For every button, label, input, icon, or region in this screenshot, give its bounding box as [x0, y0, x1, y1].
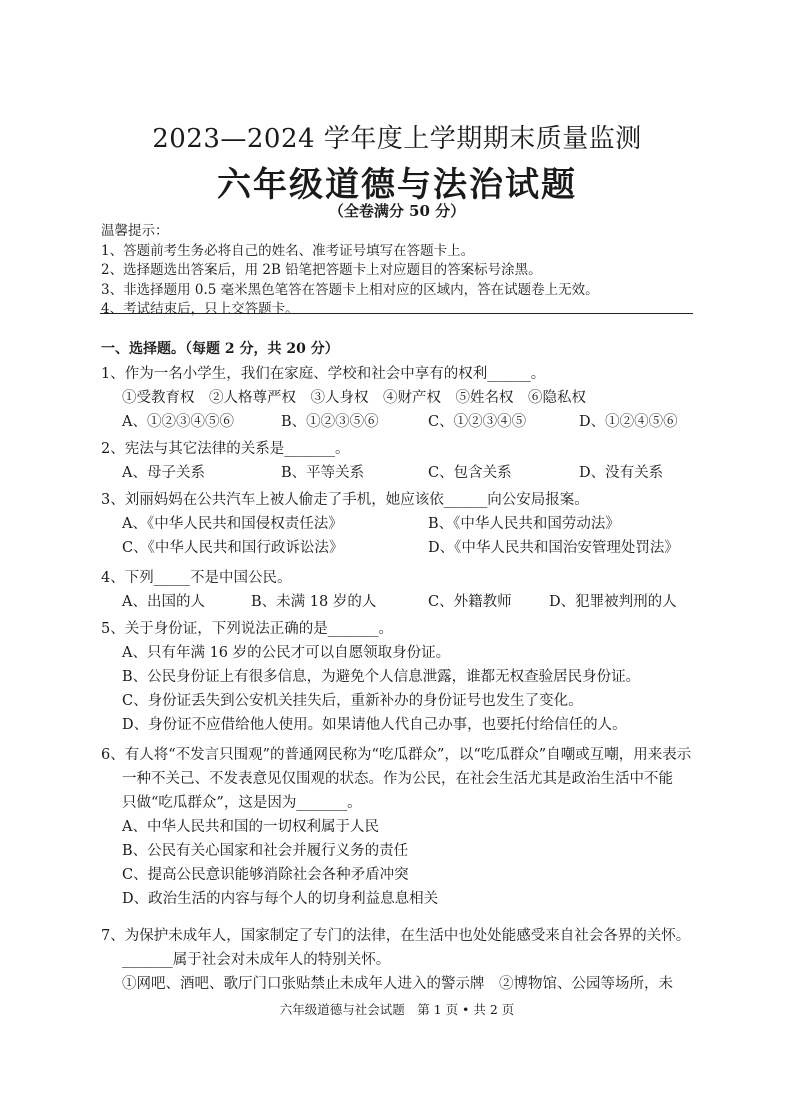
- option-d: D、《中华人民共和国治安管理处罚法》: [428, 540, 679, 556]
- year-title: 2023—2024 学年度上学期期末质量监测: [152, 124, 642, 154]
- exam-title: 六年级道德与法治试题: [217, 165, 577, 205]
- options-row: [101, 512, 701, 536]
- option-c: C、提高公民意识能够消除社会各种矛盾冲突: [122, 867, 409, 883]
- question-stem: 4、下列_____不是中国公民。: [101, 570, 292, 586]
- question-stem-cont: 只做“吃瓜群众”，这是因为_______。: [122, 795, 362, 811]
- divider: [100, 313, 693, 314]
- tips-block: [101, 222, 701, 320]
- question-7: [101, 924, 701, 996]
- option-b: B、未满 18 岁的人: [251, 594, 377, 610]
- option-c: C、身份证丢失到公安机关挂失后，重新补办的身份证号也发生了变化。: [122, 693, 583, 709]
- score-note: （全卷满分 50 分）: [328, 202, 466, 220]
- option-c: C、包含关系: [428, 465, 512, 481]
- option-d: D、身份证不应借给他人使用。如果请他人代自己办事，也要托付给信任的人。: [122, 717, 627, 733]
- question-stem: 6、有人将“不发言只围观”的普通网民称为“吃瓜群众”，以“吃瓜群众”自嘲或互嘲，用来表示: [101, 747, 692, 763]
- question-2: [101, 437, 701, 485]
- question-stem: 1、作为一名小学生，我们在家庭、学校和社会中享有的权利______。: [101, 366, 546, 382]
- option-a: A、出国的人: [122, 594, 205, 610]
- question-6: [101, 743, 701, 911]
- option-b: B、公民有关心国家和社会并履行义务的责任: [122, 843, 409, 859]
- section-heading: 一、选择题。（每题 2 分，共 20 分）: [101, 341, 339, 357]
- options-row: [101, 410, 701, 434]
- question-4: [101, 566, 701, 614]
- options-row: [101, 536, 701, 560]
- option-a: A、中华人民共和国的一切权利属于人民: [122, 819, 379, 835]
- tip-item: 3、非选择题用 0.5 毫米黑色笔答在答题卡上相对应的区域内，答在试题卷上无效。: [101, 281, 599, 298]
- option-b: B、《中华人民共和国劳动法》: [428, 516, 620, 532]
- options-row: [101, 590, 701, 614]
- option-a: A、①②③④⑤⑥: [122, 414, 234, 430]
- tip-item: 4、考试结束后，只上交答题卡。: [101, 301, 299, 317]
- option-b: B、①②③⑤⑥: [281, 414, 379, 430]
- question-stem-cont: 一种不关己、不发表意见仅围观的状态。作为公民，在社会生活尤其是政治生活中不能: [122, 771, 673, 787]
- option-d: D、没有关系: [579, 465, 664, 481]
- question-items: ①网吧、酒吧、歌厅门口张贴禁止未成年人进入的警示牌 ②博物馆、公园等场所，未: [122, 976, 673, 992]
- question-stem: 3、刘丽妈妈在公共汽车上被人偷走了手机，她应该依______向公安局报案。: [101, 492, 589, 508]
- question-stem: 5、关于身份证，下列说法正确的是_______。: [101, 621, 393, 637]
- question-items: ①受教育权 ②人格尊严权 ③人身权 ④财产权 ⑤姓名权 ⑥隐私权: [122, 390, 586, 406]
- question-stem-cont: _______属于社会对未成年人的特别关怀。: [122, 952, 391, 968]
- option-d: D、犯罪被判刑的人: [549, 594, 677, 610]
- tip-item: 1、答题前考生务必将自己的姓名、准考证号填写在答题卡上。: [101, 242, 475, 259]
- option-c: C、《中华人民共和国行政诉讼法》: [122, 540, 344, 556]
- option-d: D、①②④⑤⑥: [579, 414, 678, 430]
- option-c: C、外籍教师: [428, 594, 512, 610]
- options-row: [101, 461, 701, 485]
- tips-heading: 温馨提示：: [101, 223, 169, 239]
- option-a: A、母子关系: [122, 465, 205, 481]
- question-1: [101, 362, 701, 434]
- option-b: B、公民身份证上有很多信息，为避免个人信息泄露，谁都无权查验居民身份证。: [122, 669, 641, 685]
- question-stem: 2、宪法与其它法律的关系是_______。: [101, 441, 350, 457]
- option-d: D、政治生活的内容与每个人的切身利益息息相关: [122, 891, 439, 907]
- tip-item: 2、选择题选出答案后，用 2B 铅笔把答题卡上对应题目的答案标号涂黑。: [101, 262, 542, 278]
- question-stem: 7、为保护未成年人，国家制定了专门的法律，在生活中也处处能感受来自社会各界的关怀。: [101, 928, 691, 944]
- option-a: A、只有年满 16 岁的公民才可以自愿领取身份证。: [122, 645, 451, 661]
- question-3: [101, 488, 701, 560]
- question-5: [101, 617, 701, 737]
- option-c: C、①②③④⑤: [428, 414, 527, 430]
- option-a: A、《中华人民共和国侵权责任法》: [122, 516, 343, 532]
- option-b: B、平等关系: [281, 465, 365, 481]
- page-footer: 六年级道德与社会试题 第 1 页 • 共 2 页: [279, 1002, 515, 1017]
